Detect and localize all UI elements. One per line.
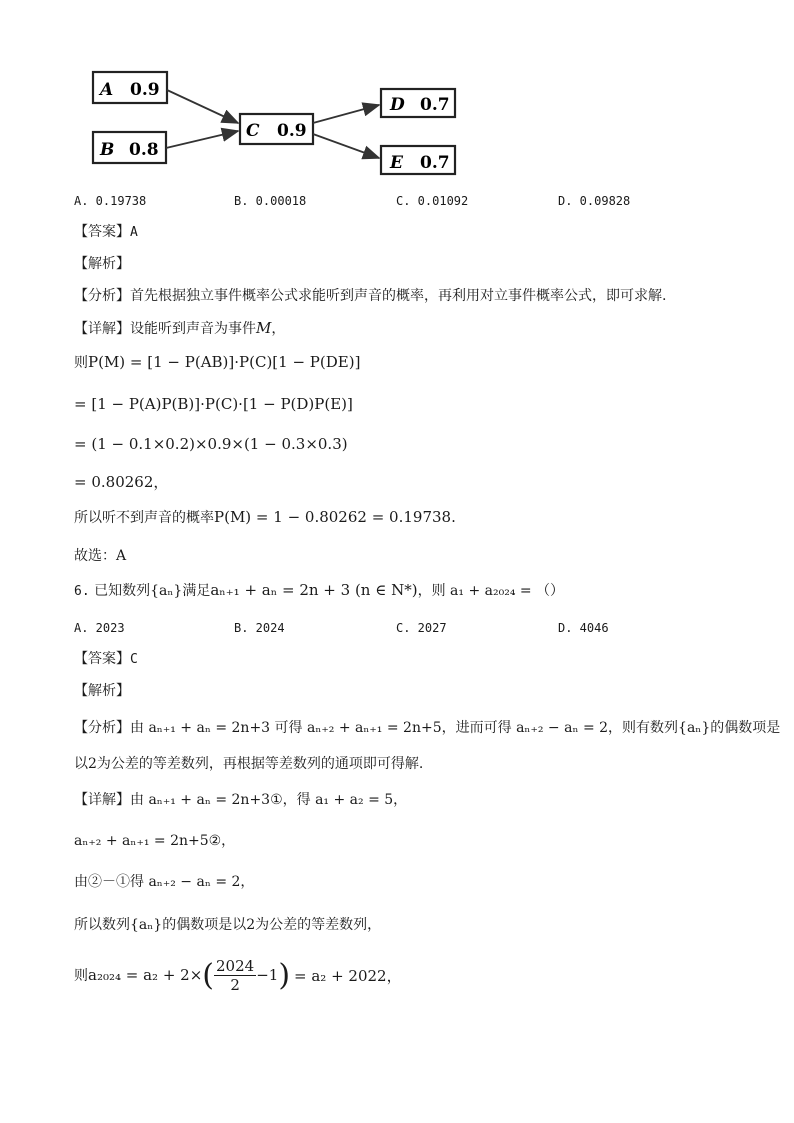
q5-step1-prefix: 则 <box>74 355 88 371</box>
q6-detail5-lhs: a₂₀₂₄ = a₂ + 2× <box>88 966 203 984</box>
q5-fenxi-text: 首先根据独立事件概率公式求能听到声音的概率，再利用对立事件概率公式，即可求解. <box>130 288 667 304</box>
q6-detail1-text: 由 aₙ₊₁ + aₙ = 2n+3①，得 a₁ + a₂ = 5， <box>130 792 408 808</box>
q6-detail5-minus: −1 <box>256 966 279 984</box>
q6-detail5 <box>74 955 402 995</box>
q5-answer-tag: 【答案】 <box>74 224 130 240</box>
q6-stem-suffix: ，则 a₁ + a₂₀₂₄ = （） <box>417 583 565 599</box>
q5-event-symbol: M <box>256 319 272 337</box>
q5-step3: = (1 − 0.1×0.2)×0.9×(1 − 0.3×0.3) <box>74 435 348 453</box>
node-a-value: 0.9 <box>130 80 160 100</box>
edge-b-c <box>166 131 238 148</box>
q6-option-b: B. 2024 <box>234 621 285 635</box>
node-a-name: A <box>100 80 114 100</box>
q5-fenxi <box>74 286 666 306</box>
q6-answer-value: C <box>130 652 138 667</box>
q5-step2: = [1 − P(A)P(B)]·P(C)·[1 − P(D)P(E)] <box>74 395 353 413</box>
q6-answer <box>74 649 138 670</box>
q6-answer-tag: 【答案】 <box>74 651 130 667</box>
q6-option-a: A. 2023 <box>74 621 125 635</box>
q5-conclusion-prefix: 所以听不到声音的概率 <box>74 510 214 526</box>
q5-step1 <box>74 352 360 373</box>
q5-comma: ， <box>271 321 286 337</box>
node-c-name: C <box>246 121 260 141</box>
q5-option-c: C. 0.01092 <box>396 194 469 208</box>
q5-detail-intro <box>74 318 285 339</box>
edge-a-c <box>167 90 238 123</box>
node-e-name: E <box>390 153 403 173</box>
q5-detail-tag: 【详解】 <box>74 321 130 337</box>
q6-right-paren: ) <box>278 957 291 993</box>
q5-choice: 故选：A <box>74 548 127 564</box>
q6-number: 6. <box>74 584 90 599</box>
q6-fenxi-line1: 由 aₙ₊₁ + aₙ = 2n+3 可得 aₙ₊₂ + aₙ₊₁ = 2n+5，进而可得 aₙ₊₂ − aₙ = 2，则有数列{aₙ}的偶数项是 <box>130 720 781 736</box>
node-e-value: 0.7 <box>420 153 450 173</box>
q5-conclusion <box>74 507 456 528</box>
q6-detail-tag: 【详解】 <box>74 792 130 808</box>
q6-detail5-rhs: = a₂ + 2022， <box>294 966 402 985</box>
node-c-value: 0.9 <box>277 121 307 141</box>
q6-option-d: D. 4046 <box>558 621 609 635</box>
q5-option-a: A. 0.19738 <box>74 194 147 208</box>
q6-detail1 <box>74 790 407 810</box>
node-d-name: D <box>390 95 405 115</box>
q5-option-d: D. 0.09828 <box>558 194 631 208</box>
q5-step1-formula: P(M) = [1 − P(AB)]·P(C)[1 − P(DE)] <box>88 353 361 371</box>
q5-answer <box>74 222 138 243</box>
q6-fenxi-line2: 以2为公差的等差数列，再根据等差数列的通项即可得解. <box>74 756 424 772</box>
q6-fraction <box>214 957 256 994</box>
q6-fenxi <box>74 718 780 738</box>
edge-c-d <box>313 105 379 123</box>
q6-detail5-prefix: 则 <box>74 968 88 984</box>
node-b-name: B <box>100 140 115 160</box>
q6-fenxi-tag: 【分析】 <box>74 720 130 736</box>
q6-detail2: aₙ₊₂ + aₙ₊₁ = 2n+5②， <box>74 833 236 849</box>
q6-stem-formula: aₙ₊₁ + aₙ = 2n + 3 (n ∈ N*) <box>210 581 418 599</box>
q5-option-b: B. 0.00018 <box>234 194 307 208</box>
q5-analysis-tag: 【解析】 <box>74 256 130 272</box>
edge-c-e <box>313 134 379 158</box>
q6-detail4: 所以数列{aₙ}的偶数项是以2为公差的等差数列， <box>74 917 382 933</box>
q5-fenxi-tag: 【分析】 <box>74 288 130 304</box>
q5-answer-value: A <box>130 225 138 240</box>
circuit-diagram <box>80 62 480 184</box>
q6-detail3: 由②－①得 aₙ₊₂ − aₙ = 2， <box>74 874 255 890</box>
node-d-value: 0.7 <box>420 95 450 115</box>
q5-detail-intro-text: 设能听到声音为事件 <box>130 321 256 337</box>
q5-conclusion-formula: P(M) = 1 − 0.80262 = 0.19738. <box>214 508 456 526</box>
q6-option-c: C. 2027 <box>396 621 447 635</box>
q6-fraction-denominator: 2 <box>230 975 240 994</box>
q6-left-paren: ( <box>202 957 214 993</box>
q6-stem <box>74 580 564 602</box>
q6-fraction-numerator: 2024 <box>216 956 255 975</box>
q6-analysis-tag: 【解析】 <box>74 683 130 699</box>
node-b-value: 0.8 <box>129 140 159 160</box>
q5-step4: = 0.80262， <box>74 473 169 491</box>
q6-stem-prefix: 已知数列{aₙ}满足 <box>94 583 211 599</box>
